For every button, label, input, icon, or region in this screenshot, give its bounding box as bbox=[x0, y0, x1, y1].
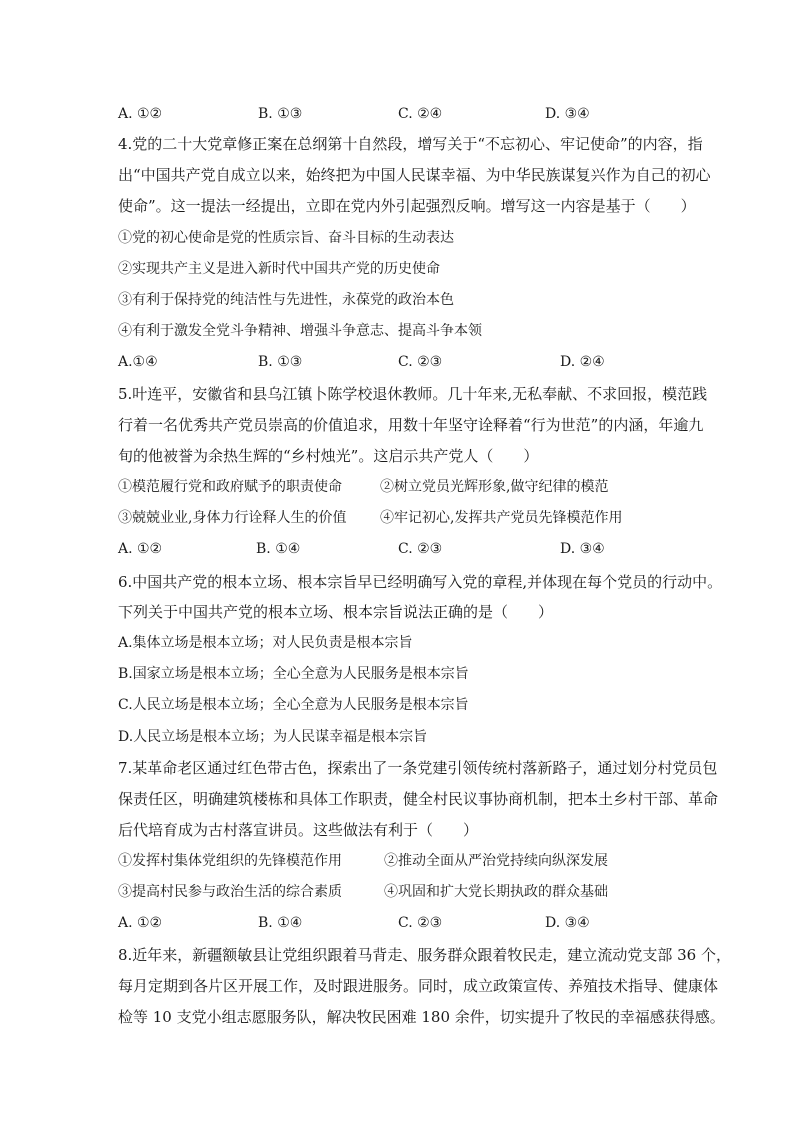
q8-stem-line-2: 每月定期到各片区开展工作，及时跟进服务。同时，成立政策宣传、养殖技术指导、健康体 bbox=[118, 977, 719, 995]
q4-statement-2: ②实现共产主义是进入新时代中国共产党的历史使命 bbox=[118, 261, 440, 277]
q7-statement-3: ③提高村民参与政治生活的综合素质 bbox=[118, 884, 342, 900]
q4-option-c[interactable]: C. ②③ bbox=[398, 354, 443, 370]
q5-statement-4: ④牢记初心,发挥共产党员先锋模范作用 bbox=[380, 510, 623, 526]
q4-option-d[interactable]: D. ②④ bbox=[560, 354, 605, 370]
q4-statement-3: ③有利于保持党的纯洁性与先进性，永葆党的政治本色 bbox=[118, 292, 454, 308]
q7-statement-2: ②推动全面从严治党持续向纵深发展 bbox=[384, 853, 608, 869]
q4-statement-1: ①党的初心使命是党的性质宗旨、奋斗目标的生动表达 bbox=[118, 230, 454, 246]
q5-option-b[interactable]: B. ①④ bbox=[256, 541, 301, 557]
q5-stem-line-1: 5.叶连平，安徽省和县乌江镇卜陈学校退休教师。几十年来,无私奉献、不求回报，模范践 bbox=[118, 385, 708, 403]
q5-statement-1: ①模范履行党和政府赋予的职责使命 bbox=[118, 479, 342, 495]
q4-stem-line-1: 4.党的二十大党章修正案在总纲第十自然段，增写关于“不忘初心、牢记使命”的内容，指 bbox=[118, 135, 703, 153]
q5-statement-2: ②树立党员光辉形象,做守纪律的模范 bbox=[380, 479, 609, 495]
q7-option-a[interactable]: A. ①② bbox=[118, 915, 163, 931]
q5-option-d[interactable]: D. ③④ bbox=[560, 541, 605, 557]
q6-stem-line-2: 下列关于中国共产党的根本立场、根本宗旨说法正确的是（ ） bbox=[118, 603, 554, 621]
q4-stem-line-2: 出“中国共产党自成立以来，始终把为中国人民谋幸福、为中华民族谋复兴作为自己的初心 bbox=[118, 166, 711, 184]
q7-stem-line-1: 7.某革命老区通过红色带古色，探索出了一条党建引领传统村落新路子，通过划分村党员包 bbox=[118, 759, 718, 777]
q5-stem-line-3: 旬的他被誉为余热生辉的“乡村烛光”。这启示共产党人（ ） bbox=[118, 447, 539, 465]
q4-statement-4: ④有利于激发全党斗争精神、增强斗争意志、提高斗争本领 bbox=[118, 323, 482, 339]
q7-stem-line-3: 后代培育成为古村落宣讲员。这些做法有利于（ ） bbox=[118, 821, 479, 839]
q5-stem-line-2: 行着一名优秀共产党员崇高的价值追求，用数十年坚守诠释着“行为世范”的内涵，年逾九 bbox=[118, 416, 704, 434]
q5-option-c[interactable]: C. ②③ bbox=[398, 541, 443, 557]
q7-option-b[interactable]: B. ①④ bbox=[258, 915, 303, 931]
q5-statement-3: ③兢兢业业,身体力行诠释人生的价值 bbox=[118, 510, 347, 526]
q6-choice-c[interactable]: C.人民立场是根本立场；全心全意为人民服务是根本宗旨 bbox=[118, 697, 469, 713]
q7-statement-1: ①发挥村集体党组织的先锋模范作用 bbox=[118, 853, 342, 869]
q6-choice-d[interactable]: D.人民立场是根本立场；为人民谋幸福是根本宗旨 bbox=[118, 729, 428, 745]
q6-choice-b[interactable]: B.国家立场是根本立场；全心全意为人民服务是根本宗旨 bbox=[118, 666, 469, 682]
q8-stem-line-1: 8.近年来，新疆额敏县让党组织跟着马背走、服务群众跟着牧民走，建立流动党支部 36 个， bbox=[118, 946, 731, 964]
q4-stem-line-3: 使命”。这一提法一经提出，立即在党内外引起强烈反响。增写这一内容是基于（ ） bbox=[118, 197, 696, 215]
q4-option-b[interactable]: B. ①③ bbox=[258, 354, 303, 370]
q4-option-a[interactable]: A.①④ bbox=[118, 354, 158, 370]
q3-option-b[interactable]: B. ①③ bbox=[258, 106, 303, 122]
q8-stem-line-3: 检等 10 支党小组志愿服务队，解决牧民困难 180 余件，切实提升了牧民的幸福感获得感。 bbox=[118, 1008, 725, 1026]
q3-option-d[interactable]: D. ③④ bbox=[545, 106, 590, 122]
q7-option-d[interactable]: D. ③④ bbox=[545, 915, 590, 931]
q5-option-a[interactable]: A. ①② bbox=[118, 541, 163, 557]
q7-statement-4: ④巩固和扩大党长期执政的群众基础 bbox=[384, 884, 608, 900]
q3-option-c[interactable]: C. ②④ bbox=[398, 106, 443, 122]
q7-stem-line-2: 保责任区，明确建筑楼栋和具体工作职责，健全村民议事协商机制，把本土乡村干部、革命 bbox=[118, 790, 719, 808]
q3-option-a[interactable]: A. ①② bbox=[118, 106, 163, 122]
q7-option-c[interactable]: C. ②③ bbox=[398, 915, 443, 931]
q6-stem-line-1: 6.中国共产党的根本立场、根本宗旨早已经明确写入党的章程,并体现在每个党员的行动中。 bbox=[118, 573, 723, 591]
q6-choice-a[interactable]: A.集体立场是根本立场；对人民负责是根本宗旨 bbox=[118, 635, 413, 651]
